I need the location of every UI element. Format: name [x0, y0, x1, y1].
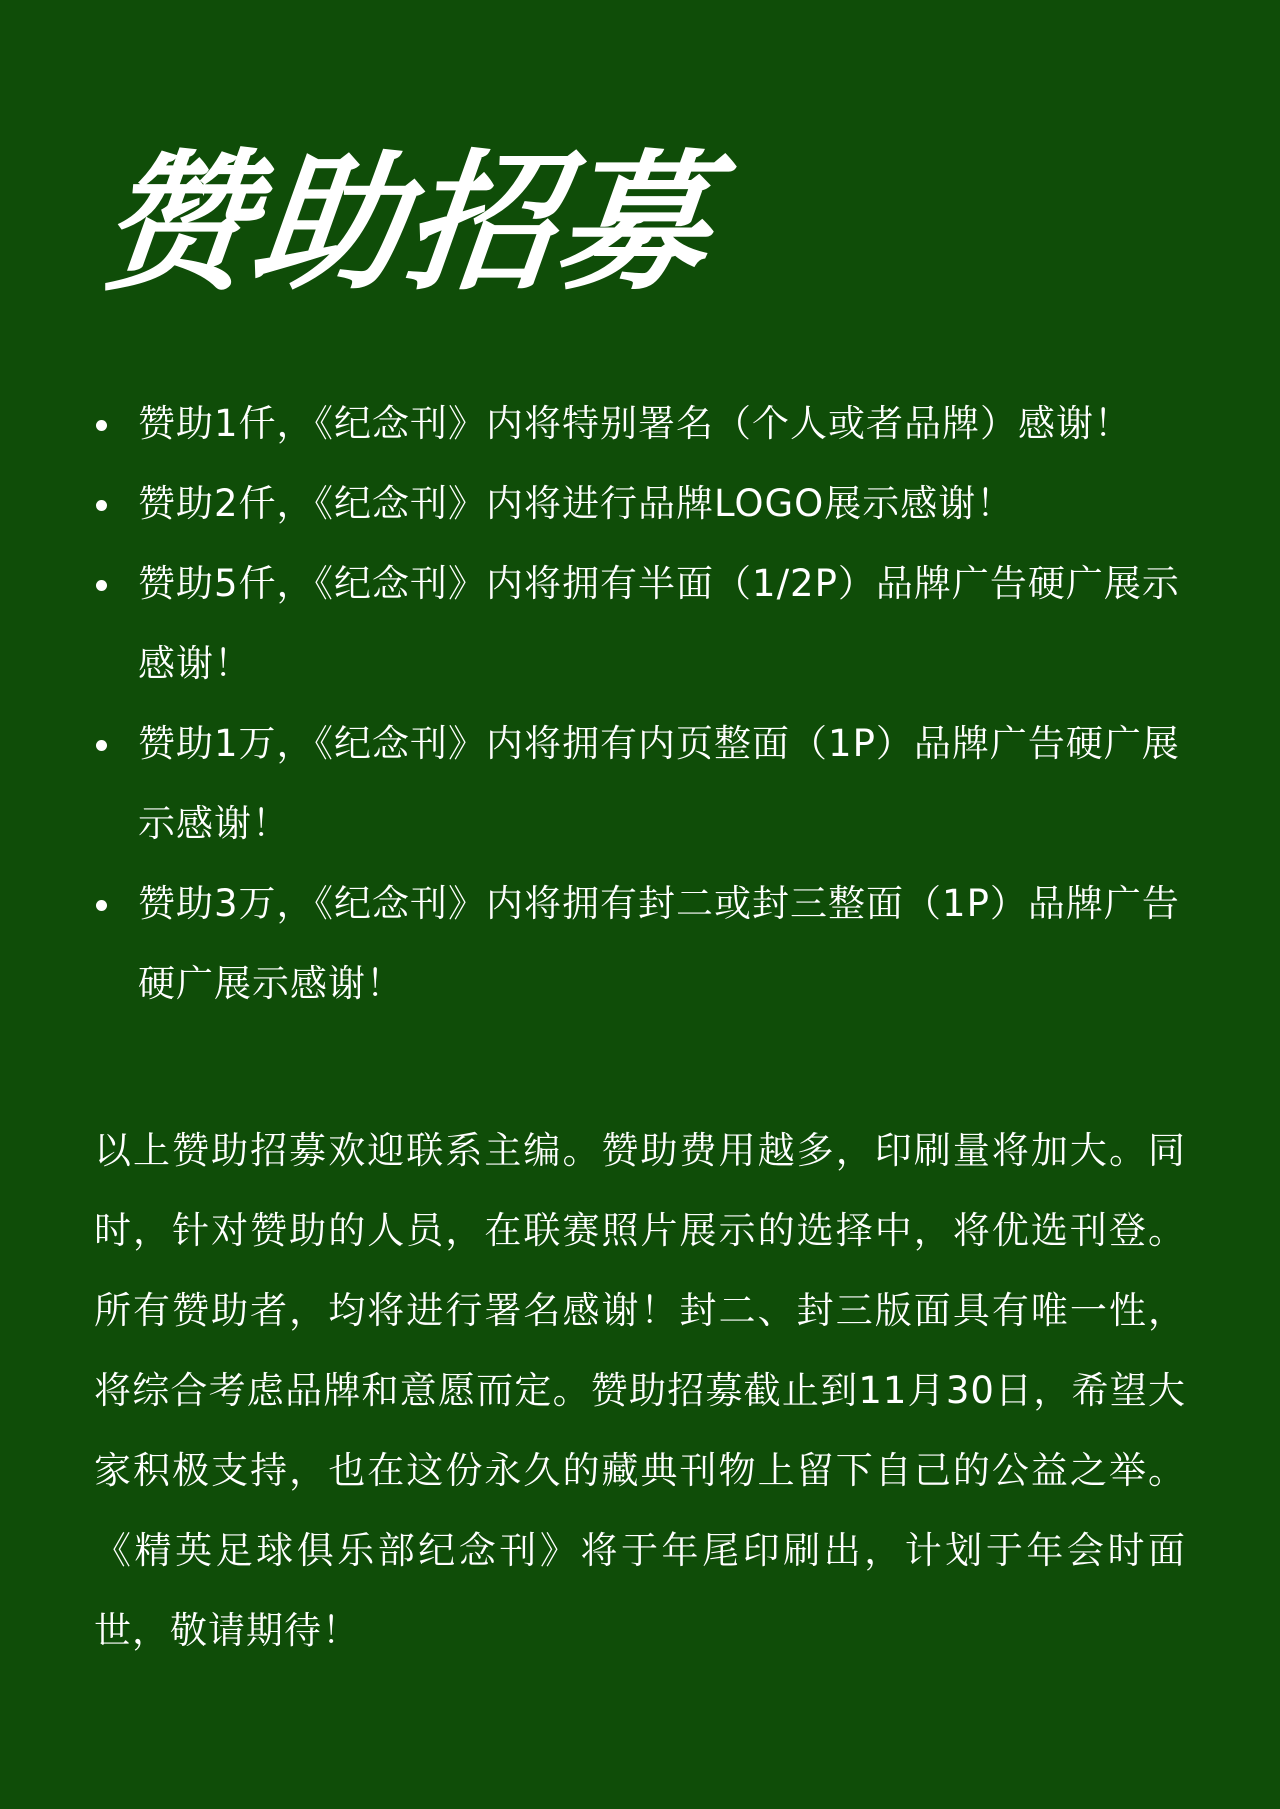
description-paragraph: 以上赞助招募欢迎联系主编。赞助费用越多，印刷量将加大。同时，针对赞助的人员，在联赛照片展示的选择中，将优选刊登。所有赞助者，均将进行署名感谢！封二、封三版面具有唯一性，将综合考虑品牌和意愿而定。赞助招募截止到11月30日，希望大家积极支持，也在这份永久的藏典刊物上留下自己的公益之举。《精英足球俱乐部纪念刊》将于年尾印刷出，计划于年会时面世，敬请期待！ — [94, 1129, 1186, 1652]
page-title: 赞助招募 — [92, 135, 720, 311]
list-item — [94, 544, 1186, 704]
list-item-text: 赞助5仟，《纪念刊》内将拥有半面（1/2P）品牌广告硬广展示感谢！ — [138, 562, 1180, 685]
sponsorship-tier-list — [94, 384, 1186, 1024]
list-item — [94, 464, 1186, 544]
bullet-dot-icon — [96, 900, 107, 911]
list-item-text: 赞助1仟，《纪念刊》内将特别署名（个人或者品牌）感谢！ — [138, 402, 1133, 445]
list-item — [94, 864, 1186, 1024]
bullet-dot-icon — [96, 580, 107, 591]
list-item — [94, 704, 1186, 864]
bullet-dot-icon — [96, 500, 107, 511]
list-item-text: 赞助3万，《纪念刊》内将拥有封二或封三整面（1P）品牌广告硬广展示感谢！ — [138, 882, 1180, 1005]
bullet-dot-icon — [96, 740, 107, 751]
list-item-text: 赞助2仟，《纪念刊》内将进行品牌LOGO展示感谢！ — [138, 482, 1015, 525]
list-item — [94, 384, 1186, 464]
list-item-text: 赞助1万，《纪念刊》内将拥有内页整面（1P）品牌广告硬广展示感谢！ — [138, 722, 1180, 845]
bullet-dot-icon — [96, 420, 107, 431]
